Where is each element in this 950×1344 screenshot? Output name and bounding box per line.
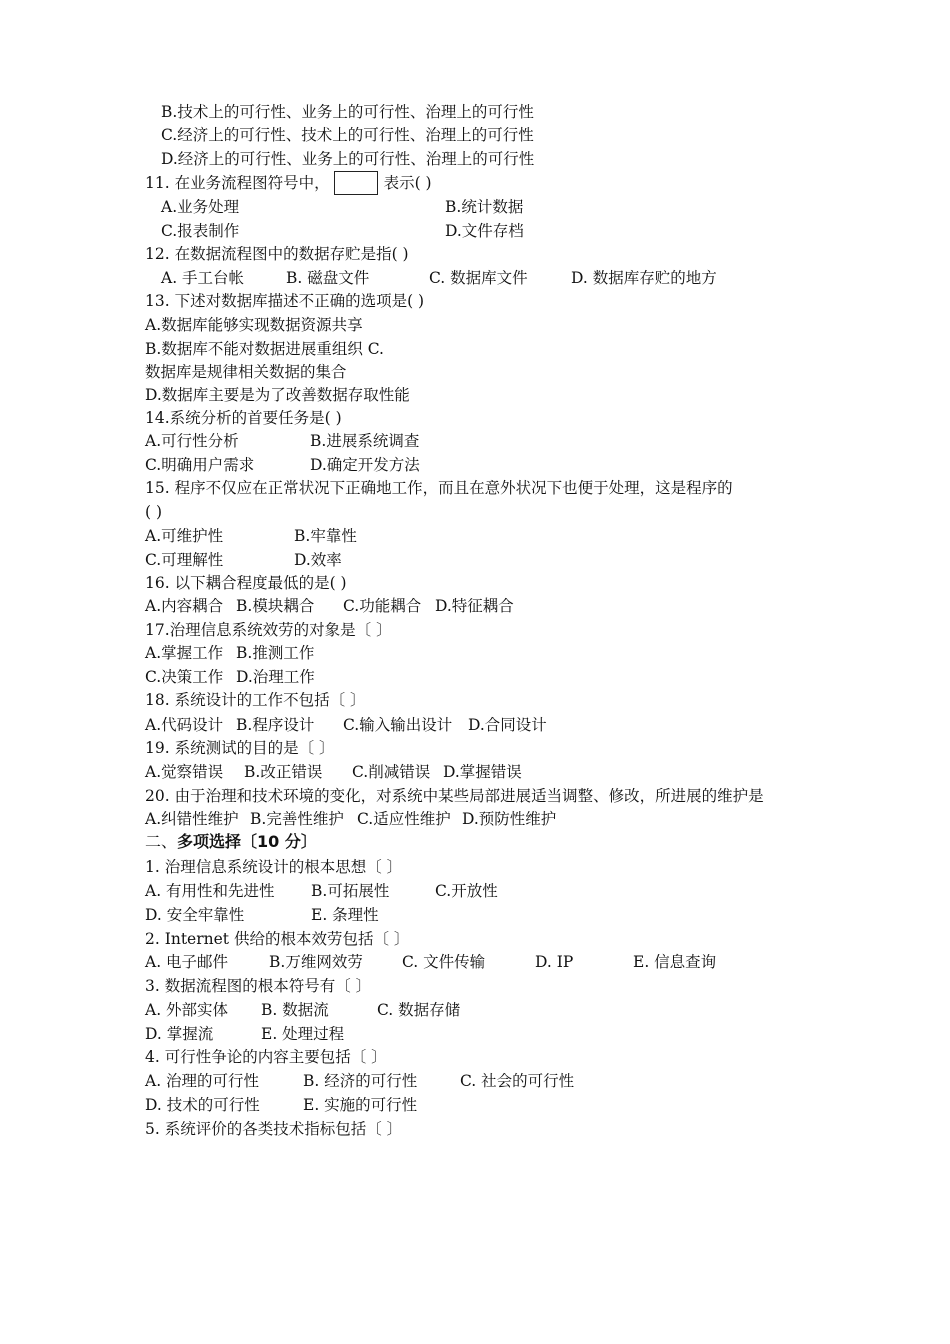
- q16-stem: 16. 以下耦合程度最低的是( ): [145, 574, 347, 592]
- q12-option-c: C. 数据库文件: [429, 269, 528, 287]
- m3-option-b: B. 数据流: [261, 1001, 329, 1019]
- q19-option-a: A.觉察错误: [145, 763, 224, 781]
- q10-option-b: B.技术上的可行性、业务上的可行性、治理上的可行性: [161, 103, 534, 121]
- q19-option-b: B.改正错误: [244, 763, 323, 781]
- q16-option-a: A.内容耦合: [145, 597, 224, 615]
- q15-answer-paren: ( ): [145, 503, 163, 521]
- m4-option-d: D. 技术的可行性: [145, 1096, 260, 1114]
- q16-option-b: B.模块耦合: [236, 597, 315, 615]
- q12-option-d: D. 数据库存贮的地方: [571, 269, 717, 287]
- m4-option-b: B. 经济的可行性: [303, 1072, 418, 1090]
- m3-option-c: C. 数据存储: [377, 1001, 461, 1019]
- q18-option-d: D.合同设计: [468, 716, 547, 734]
- q18-stem: 18. 系统设计的工作不包括〔 〕: [145, 691, 366, 709]
- q19-option-d: D.掌握错误: [443, 763, 522, 781]
- q18-option-a: A.代码设计: [145, 716, 224, 734]
- q16-option-d: D.特征耦合: [435, 597, 514, 615]
- q14-option-a: A.可行性分析: [145, 432, 239, 450]
- q14-option-d: D.确定开发方法: [310, 456, 420, 474]
- q10-option-c: C.经济上的可行性、技术上的可行性、治理上的可行性: [161, 126, 534, 144]
- q14-option-c: C.明确用户需求: [145, 456, 255, 474]
- m2-option-b: B.万维网效劳: [269, 953, 363, 971]
- m2-option-c: C. 文件传输: [402, 953, 486, 971]
- q15-option-d: D.效率: [294, 551, 342, 569]
- q13-option-b: B.数据库不能对数据进展重组织 C.: [145, 340, 384, 358]
- m1-option-c: C.开放性: [435, 882, 498, 900]
- m4-stem: 4. 可行性争论的内容主要包括〔 〕: [145, 1048, 387, 1066]
- q15-stem: 15. 程序不仅应在正常状况下正确地工作，而且在意外状况下也便于处理，这是程序的: [145, 479, 733, 497]
- m3-option-e: E. 处理过程: [261, 1025, 345, 1043]
- m1-option-a: A. 有用性和先进性: [145, 882, 275, 900]
- q13-option-a: A.数据库能够实现数据资源共享: [145, 316, 363, 334]
- m1-option-d: D. 安全牢靠性: [145, 906, 245, 924]
- q20-option-b: B.完善性维护: [250, 810, 344, 828]
- q15-option-a: A.可维护性: [145, 527, 224, 545]
- q11-option-d: D.文件存档: [445, 222, 524, 240]
- q20-option-c: C.适应性维护: [357, 810, 451, 828]
- section-2-prefix: 二、: [145, 832, 178, 851]
- m4-option-c: C. 社会的可行性: [460, 1072, 575, 1090]
- m2-option-e: E. 信息查询: [633, 953, 717, 971]
- section-2-title: 多项选择〔10 分〕: [177, 832, 317, 851]
- q17-option-c: C.决策工作: [145, 668, 224, 686]
- q14-option-b: B.进展系统调查: [310, 432, 420, 450]
- q11-stem-before: 11. 在业务流程图符号中，: [145, 174, 330, 192]
- q11-stem: [145, 172, 432, 196]
- section-2-heading: [145, 832, 317, 852]
- q14-stem: 14.系统分析的首要任务是( ): [145, 409, 342, 427]
- m3-stem: 3. 数据流程图的根本符号有〔 〕: [145, 977, 372, 995]
- m2-stem: 2. Internet 供给的根本效劳包括〔 〕: [145, 930, 410, 948]
- q16-option-c: C.功能耦合: [343, 597, 422, 615]
- q20-option-d: D.预防性维护: [462, 810, 557, 828]
- m1-stem: 1. 治理信息系统设计的根本思想〔 〕: [145, 858, 403, 876]
- q20-stem: 20. 由于治理和技术环境的变化，对系统中某些局部进展适当调整、修改，所进展的维护是: [145, 787, 764, 805]
- q17-option-b: B.推测工作: [236, 644, 315, 662]
- m1-option-e: E. 条理性: [311, 906, 379, 924]
- m5-stem: 5. 系统评价的各类技术指标包括〔 〕: [145, 1120, 403, 1138]
- m3-option-d: D. 掌握流: [145, 1025, 214, 1043]
- q15-option-b: B.牢靠性: [294, 527, 357, 545]
- q13-stem: 13. 下述对数据库描述不正确的选项是( ): [145, 292, 425, 310]
- q13-option-c: 数据库是规律相关数据的集合: [145, 363, 347, 381]
- q11-option-c: C.报表制作: [161, 222, 240, 240]
- q12-option-a: A. 手工台帐: [161, 269, 245, 287]
- q11-option-b: B.统计数据: [445, 198, 524, 216]
- process-rectangle-symbol: [334, 171, 378, 195]
- q12-stem: 12. 在数据流程图中的数据存贮是指( ): [145, 245, 409, 263]
- q20-option-a: A.纠错性维护: [145, 810, 239, 828]
- q12-option-b: B. 磁盘文件: [286, 269, 370, 287]
- q19-stem: 19. 系统测试的目的是〔 〕: [145, 739, 335, 757]
- q19-option-c: C.削减错误: [352, 763, 431, 781]
- q11-stem-after: 表示( ): [383, 174, 432, 192]
- m2-option-a: A. 电子邮件: [145, 953, 229, 971]
- m2-option-d: D. IP: [535, 953, 574, 971]
- q11-option-a: A.业务处理: [161, 198, 240, 216]
- m1-option-b: B.可拓展性: [311, 882, 390, 900]
- q17-option-a: A.掌握工作: [145, 644, 224, 662]
- q15-option-c: C.可理解性: [145, 551, 224, 569]
- q17-option-d: D.治理工作: [236, 668, 315, 686]
- q18-option-b: B.程序设计: [236, 716, 315, 734]
- m4-option-a: A. 治理的可行性: [145, 1072, 260, 1090]
- m3-option-a: A. 外部实体: [145, 1001, 229, 1019]
- q18-option-c: C.输入输出设计: [343, 716, 453, 734]
- m4-option-e: E. 实施的可行性: [303, 1096, 418, 1114]
- q10-option-d: D.经济上的可行性、业务上的可行性、治理上的可行性: [161, 150, 535, 168]
- q17-stem: 17.治理信息系统效劳的对象是〔 〕: [145, 621, 392, 639]
- q13-option-d: D.数据库主要是为了改善数据存取性能: [145, 386, 410, 404]
